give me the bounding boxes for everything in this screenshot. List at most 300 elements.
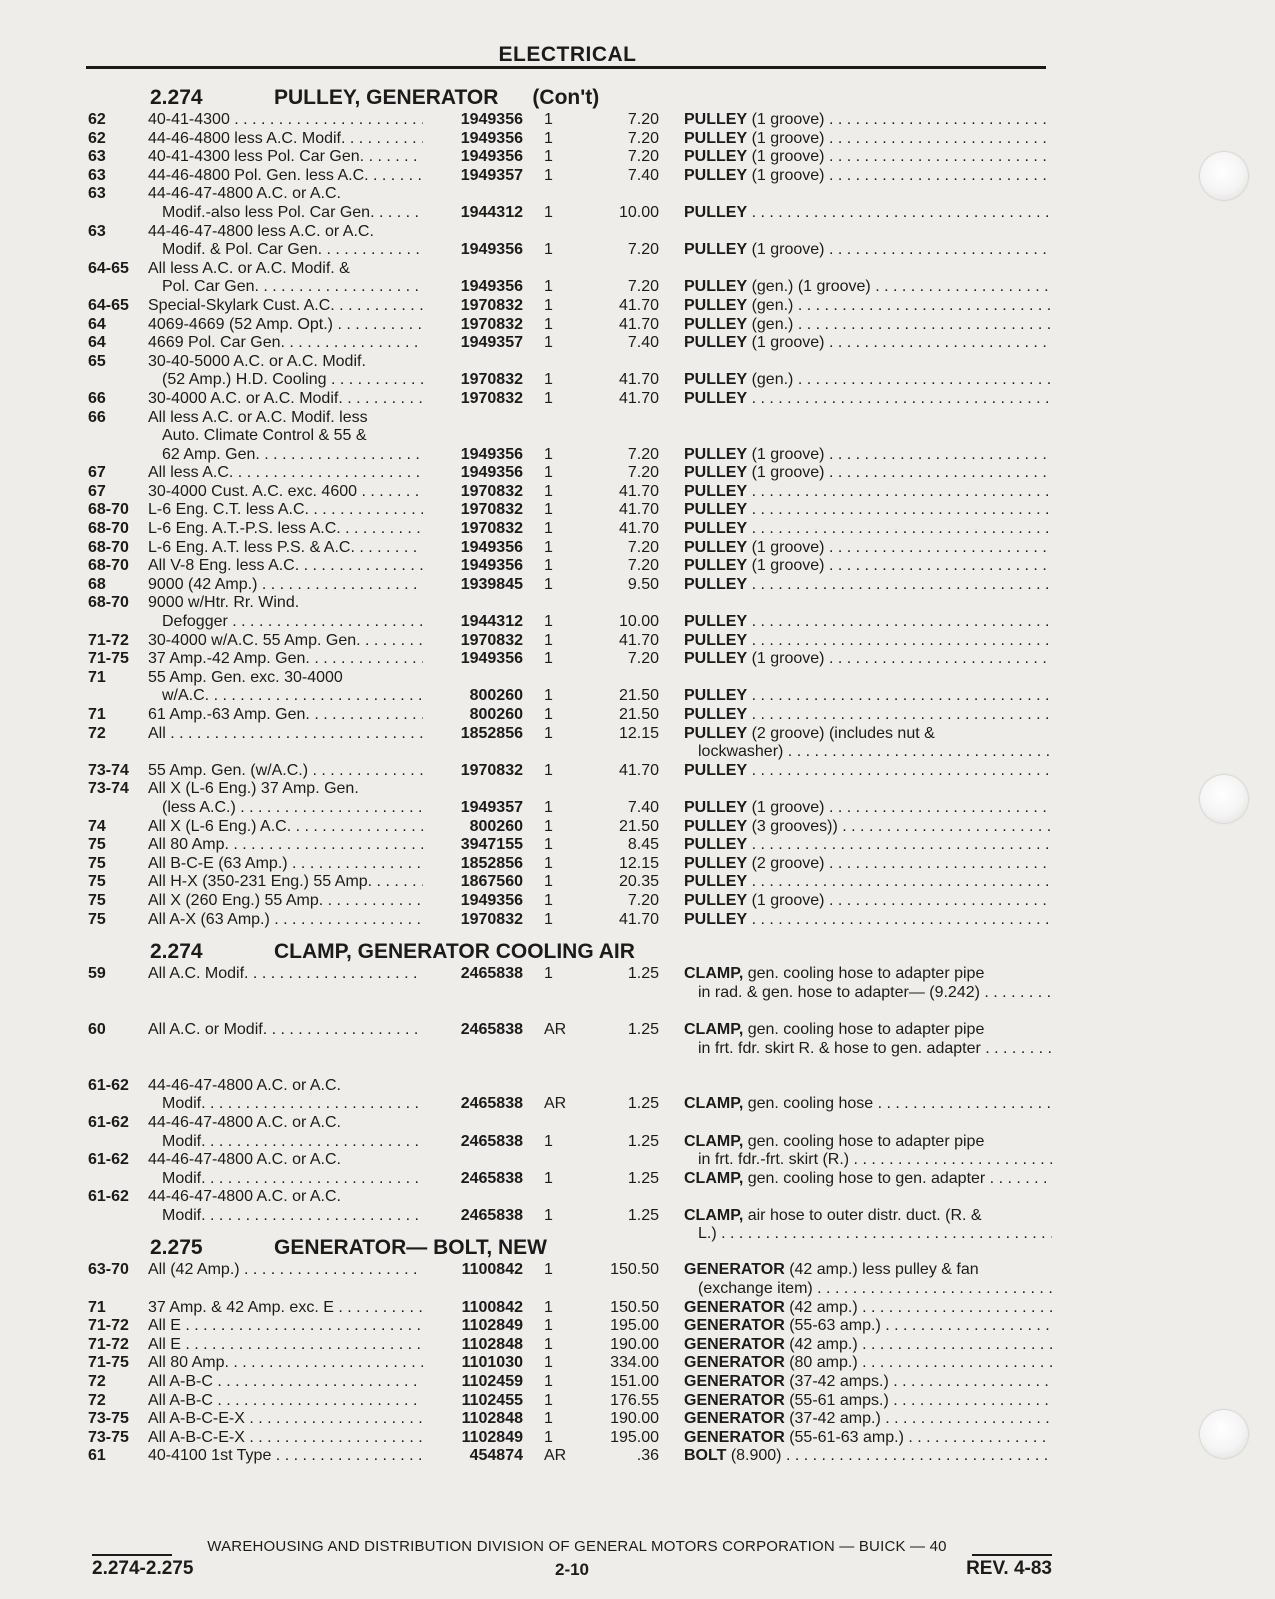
model-line-wrap: [148, 911, 423, 930]
model-line-wrap: [148, 650, 423, 669]
model-description: [148, 892, 423, 911]
model-line-wrap: [148, 185, 423, 204]
list-price: 7.20: [627, 129, 659, 147]
model-description: [148, 501, 423, 520]
description-text: (1 groove): [751, 129, 825, 147]
model-year: 72: [88, 724, 106, 742]
model-line-wrap: [148, 148, 423, 167]
part-description: [684, 148, 1052, 167]
model-description: [148, 911, 423, 930]
description-line: [684, 1317, 1052, 1336]
list-price: 10.00: [618, 203, 659, 221]
part-number: 1949356: [460, 538, 523, 556]
model-year: 68-70: [88, 538, 129, 556]
model-line: All A.C. Modif. . . .: [148, 965, 423, 984]
parts-row: [0, 111, 1275, 130]
quantity: 1: [544, 724, 553, 742]
part-number: 1949356: [460, 148, 523, 166]
model-line: L-6 Eng. A.T.-P.S. less A.C. . . .: [148, 520, 423, 539]
part-name: CLAMP,: [684, 1206, 744, 1224]
model-line-wrap: [148, 464, 423, 483]
description-text: (1 groove): [751, 464, 825, 482]
model-line: Modif. . . .: [148, 1207, 423, 1226]
footer-page-number: 2-10: [554, 1560, 590, 1579]
quantity: 1: [544, 1169, 553, 1187]
model-line: w/A.C. . . .: [148, 687, 423, 706]
description-line: [684, 501, 1052, 520]
part-description: [684, 130, 1052, 149]
section-number: 2.274: [150, 940, 203, 964]
part-number: 800260: [469, 817, 523, 835]
parts-row: [0, 1447, 1275, 1466]
part-description: [684, 613, 1052, 632]
part-number: 2465838: [460, 965, 523, 983]
part-description: [684, 1021, 1052, 1058]
header-rule: [86, 66, 1046, 69]
footer-rule-left: [92, 1554, 172, 1556]
part-number: 1852856: [460, 724, 523, 742]
parts-row: [0, 594, 1275, 631]
part-number: 2465838: [460, 1132, 523, 1150]
model-line: All . . .: [148, 725, 423, 744]
model-line: All X (L-6 Eng.) A.C. . . .: [148, 818, 423, 837]
part-description: [684, 297, 1052, 316]
description-text: (8.900): [730, 1447, 782, 1465]
part-name: PULLEY: [684, 817, 748, 835]
list-price: 41.70: [618, 761, 659, 779]
description-line: [684, 483, 1052, 502]
part-description: [684, 706, 1052, 725]
part-description: [684, 334, 1052, 353]
part-number: 1970832: [460, 910, 523, 928]
model-line: Modif. . . .: [148, 1095, 423, 1114]
parts-row: [0, 223, 1275, 260]
list-price: .36: [636, 1447, 659, 1465]
model-description: [148, 167, 423, 186]
model-line-wrap: [148, 1114, 423, 1133]
model-line: (52 Amp.) H.D. Cooling . . .: [148, 371, 423, 390]
model-line-wrap: [148, 1077, 423, 1096]
part-description: [684, 1429, 1052, 1448]
quantity: 1: [544, 631, 553, 649]
list-price: 41.70: [618, 389, 659, 407]
part-name: PULLEY: [684, 296, 748, 314]
quantity: 1: [544, 1298, 553, 1316]
list-price: 9.50: [627, 575, 659, 593]
model-description: [148, 1021, 423, 1040]
description-line: [684, 911, 1052, 930]
parts-row: [0, 1373, 1275, 1392]
part-number: 1949356: [460, 445, 523, 463]
model-line: 61 Amp.-63 Amp. Gen. . . .: [148, 706, 423, 725]
quantity: 1: [544, 538, 553, 556]
model-description: [148, 1188, 423, 1225]
list-price: 12.15: [618, 724, 659, 742]
model-line-wrap: [148, 1133, 423, 1152]
description-text: (55-61 amps.): [789, 1391, 889, 1409]
description-line: [684, 743, 1052, 762]
part-number: 1102848: [461, 1335, 523, 1353]
model-line-wrap: [148, 965, 423, 984]
model-line-wrap: [148, 1447, 423, 1466]
part-number: 3947155: [460, 836, 523, 854]
part-number: 1949356: [460, 557, 523, 575]
part-description: [684, 1373, 1052, 1392]
footer-division-line: [92, 1538, 1052, 1558]
model-line: 30-4000 Cust. A.C. exc. 4600 . . .: [148, 483, 423, 502]
model-description: [148, 594, 423, 631]
quantity: 1: [544, 761, 553, 779]
description-line: [684, 167, 1052, 186]
part-description: [684, 873, 1052, 892]
model-line: 9000 w/Htr. Rr. Wind.: [148, 594, 300, 612]
description-line: [684, 464, 1052, 483]
part-description: [684, 316, 1052, 335]
quantity: 1: [544, 557, 553, 575]
model-line: 4069-4669 (52 Amp. Opt.) . . .: [148, 316, 423, 335]
list-price: 20.35: [618, 873, 659, 891]
description-text: (55-61-63 amp.): [789, 1428, 904, 1446]
part-number: 1944312: [460, 203, 523, 221]
part-number: 800260: [469, 687, 523, 705]
description-line: [684, 148, 1052, 167]
model-line: All E . . .: [148, 1336, 423, 1355]
parts-row: [0, 1113, 1275, 1169]
part-number: 1949356: [460, 129, 523, 147]
part-number: 1939845: [460, 575, 523, 593]
part-description: [684, 965, 1052, 1002]
model-description: [148, 836, 423, 855]
model-line: All A-X (63 Amp.) . . .: [148, 911, 423, 930]
description-text: (1 groove): [751, 650, 825, 668]
description-line: [684, 965, 1052, 984]
footer-division-text: WAREHOUSING AND DISTRIBUTION DIVISION OF GENERAL MOTORS CORPORATION — BUICK — 40: [207, 1538, 947, 1555]
description-line: [684, 297, 1052, 316]
quantity: 1: [544, 1206, 553, 1224]
part-name: PULLEY: [684, 445, 748, 463]
description-text: (42 amp.): [789, 1298, 858, 1316]
model-line: Modif. . . .: [148, 1170, 423, 1189]
list-price: 1.25: [627, 965, 659, 983]
description-line: [684, 241, 1052, 260]
part-name: PULLEY: [684, 464, 748, 482]
model-year: 66: [88, 408, 106, 426]
model-year: 61-62: [88, 1113, 129, 1131]
parts-row: [0, 911, 1275, 930]
model-line: Modif. . . .: [148, 1133, 423, 1152]
description-text: (1 groove): [751, 241, 825, 259]
description-line: [684, 446, 1052, 465]
parts-row: [0, 1392, 1275, 1411]
model-year: 63: [88, 185, 106, 203]
part-name: PULLEY: [684, 241, 748, 259]
list-price: 334.00: [610, 1354, 659, 1372]
description-text: (37-42 amps.): [789, 1373, 889, 1391]
part-number: 1970832: [460, 631, 523, 649]
description-line: [684, 984, 1052, 1003]
part-description: [684, 1170, 1052, 1189]
model-line-wrap: [148, 371, 423, 390]
description-text: gen. cooling hose to adapter pipe: [747, 1132, 985, 1150]
model-year: 63: [88, 222, 106, 240]
part-description: [684, 650, 1052, 669]
part-number: 1100842: [461, 1298, 523, 1316]
list-price: 1.25: [627, 1095, 659, 1113]
part-name: PULLEY: [684, 724, 748, 742]
quantity: 1: [544, 482, 553, 500]
parts-row: [0, 185, 1275, 222]
quantity: 1: [544, 1391, 553, 1409]
model-line-wrap: [148, 1021, 423, 1040]
model-year: 68-70: [88, 520, 129, 538]
parts-row: [0, 167, 1275, 186]
model-year: 71-75: [88, 1354, 129, 1372]
description-line: [684, 557, 1052, 576]
part-name: GENERATOR: [684, 1410, 785, 1428]
quantity: 1: [544, 1354, 553, 1372]
parts-row: [0, 1354, 1275, 1373]
parts-row: [0, 1021, 1275, 1077]
part-description: [684, 836, 1052, 855]
part-name: PULLEY: [684, 910, 748, 928]
description-text: lockwasher): [698, 743, 784, 761]
part-number: 1949356: [460, 111, 523, 128]
quantity: 1: [544, 464, 553, 482]
model-year: 65: [88, 352, 106, 370]
model-year: 71-72: [88, 1317, 129, 1335]
model-year: 72: [88, 1373, 106, 1391]
part-number: 1102455: [461, 1391, 523, 1409]
part-number: 1949356: [460, 464, 523, 482]
parts-row: [0, 501, 1275, 520]
list-price: 41.70: [618, 501, 659, 519]
model-line-wrap: [148, 1354, 423, 1373]
model-line-wrap: [148, 520, 423, 539]
model-description: [148, 632, 423, 651]
model-line-wrap: [148, 1336, 423, 1355]
model-year: 75: [88, 873, 106, 891]
description-line: [684, 873, 1052, 892]
part-name: PULLEY: [684, 836, 748, 854]
model-line-wrap: [148, 613, 423, 632]
parts-listing: [0, 84, 1275, 1466]
model-line: 44-46-47-4800 A.C. or A.C.: [148, 1113, 341, 1131]
part-number: 1949356: [460, 241, 523, 259]
part-name: CLAMP,: [684, 1132, 744, 1150]
model-description: [148, 1354, 423, 1373]
model-description: [148, 1299, 423, 1318]
part-name: PULLEY: [684, 538, 748, 556]
part-number: 1970832: [460, 482, 523, 500]
part-description: [684, 501, 1052, 520]
quantity: 1: [544, 1132, 553, 1150]
model-line-wrap: [148, 297, 423, 316]
model-line: 30-4000 w/A.C. 55 Amp. Gen. . . .: [148, 632, 423, 651]
description-line: [684, 1261, 1052, 1280]
parts-row: [0, 1317, 1275, 1336]
model-description: [148, 1447, 423, 1466]
list-price: 1.25: [627, 1206, 659, 1224]
model-year: 73-74: [88, 780, 129, 798]
model-description: [148, 260, 423, 297]
parts-row: [0, 1077, 1275, 1114]
description-line: [684, 818, 1052, 837]
model-line-wrap: [148, 409, 423, 428]
model-year: 68: [88, 575, 106, 593]
part-description: [684, 1354, 1052, 1373]
description-text: (37-42 amp.): [789, 1410, 881, 1428]
part-description: [684, 241, 1052, 260]
model-description: [148, 669, 423, 706]
model-description: [148, 1114, 423, 1151]
description-line: [684, 204, 1052, 223]
part-name: GENERATOR: [684, 1335, 785, 1353]
part-name: PULLEY: [684, 706, 748, 724]
description-text: in frt. fdr.-frt. skirt (R.): [698, 1151, 850, 1169]
model-line-wrap: [148, 446, 423, 465]
list-price: 7.20: [627, 464, 659, 482]
part-description: [684, 892, 1052, 911]
list-price: 41.70: [618, 520, 659, 538]
part-description: [684, 446, 1052, 465]
parts-row: [0, 1188, 1275, 1243]
description-text: (gen.): [751, 315, 794, 333]
model-year: 74: [88, 817, 106, 835]
model-line-wrap: [148, 576, 423, 595]
model-line-wrap: [148, 278, 423, 297]
part-name: GENERATOR: [684, 1373, 785, 1391]
model-line: Auto. Climate Control & 55 &: [162, 427, 367, 445]
model-year: 71-72: [88, 631, 129, 649]
model-line-wrap: [148, 762, 423, 781]
quantity: 1: [544, 798, 553, 816]
quantity: 1: [544, 296, 553, 314]
section-title: GENERATOR— BOLT, NEW: [274, 1236, 547, 1260]
description-line: [684, 725, 1052, 744]
model-year: 61-62: [88, 1151, 129, 1169]
description-text: (42 amp.) less pulley & fan: [789, 1261, 979, 1279]
part-description: [684, 539, 1052, 558]
model-line-wrap: [148, 725, 423, 744]
model-line: 44-46-47-4800 A.C. or A.C.: [148, 1076, 341, 1094]
parts-row: [0, 539, 1275, 558]
description-text: air hose to outer distr. duct. (R. &: [747, 1206, 982, 1224]
model-description: [148, 1151, 423, 1188]
parts-row: [0, 130, 1275, 149]
description-line: [684, 1354, 1052, 1373]
footer-rule-right: [972, 1554, 1052, 1556]
model-line: All V-8 Eng. less A.C. . . .: [148, 557, 423, 576]
part-number: 1970832: [460, 315, 523, 333]
part-description: [684, 464, 1052, 483]
section-number: 2.274: [150, 86, 203, 109]
description-line: [684, 371, 1052, 390]
model-line-wrap: [148, 204, 423, 223]
list-price: 190.00: [610, 1335, 659, 1353]
model-line-wrap: [148, 1410, 423, 1429]
part-number: 1970832: [460, 296, 523, 314]
model-line-wrap: [148, 632, 423, 651]
parts-row: [0, 892, 1275, 911]
model-description: [148, 1410, 423, 1429]
quantity: 1: [544, 687, 553, 705]
description-text: in frt. fdr. skirt R. & hose to gen. adapter .: [698, 1039, 990, 1057]
part-description: [684, 632, 1052, 651]
list-price: 21.50: [618, 687, 659, 705]
model-year: 71-75: [88, 650, 129, 668]
model-year: 64-65: [88, 259, 129, 277]
model-line-wrap: [148, 167, 423, 186]
description-text: L.): [698, 1225, 717, 1243]
quantity: 1: [544, 1335, 553, 1353]
model-year: 67: [88, 464, 106, 482]
description-line: [684, 1447, 1052, 1466]
model-year: 68-70: [88, 501, 129, 519]
part-description: [684, 483, 1052, 502]
part-number: 2465838: [460, 1206, 523, 1224]
model-description: [148, 390, 423, 409]
model-line: 55 Amp. Gen. exc. 30-4000: [148, 668, 343, 686]
list-price: 195.00: [610, 1317, 659, 1335]
description-line: [684, 892, 1052, 911]
model-line-wrap: [148, 836, 423, 855]
part-number: 1949356: [460, 891, 523, 909]
part-name: CLAMP,: [684, 1095, 744, 1113]
model-description: [148, 557, 423, 576]
model-description: [148, 148, 423, 167]
list-price: 1.25: [627, 1169, 659, 1187]
list-price: 7.20: [627, 241, 659, 259]
part-number: 1949357: [460, 798, 523, 816]
model-description: [148, 725, 423, 744]
model-description: [148, 185, 423, 222]
model-line-wrap: [148, 594, 423, 613]
part-name: PULLEY: [684, 148, 748, 166]
part-description: [684, 111, 1052, 130]
list-price: 176.55: [610, 1391, 659, 1409]
description-line: [684, 706, 1052, 725]
model-line-wrap: [148, 1188, 423, 1207]
model-year: 64: [88, 315, 106, 333]
parts-row: [0, 1261, 1275, 1298]
part-name: PULLEY: [684, 203, 748, 221]
model-year: 73-74: [88, 761, 129, 779]
part-description: [684, 1447, 1052, 1466]
model-line: 37 Amp.-42 Amp. Gen. . . .: [148, 650, 423, 669]
model-line: All less A.C. . . .: [148, 464, 423, 483]
model-line: 30-40-5000 A.C. or A.C. Modif.: [148, 352, 366, 370]
model-description: [148, 762, 423, 781]
quantity: 1: [544, 389, 553, 407]
list-price: 7.40: [627, 798, 659, 816]
part-number: 1970832: [460, 371, 523, 389]
model-line: 9000 (42 Amp.) . . .: [148, 576, 423, 595]
model-line: All X (L-6 Eng.) 37 Amp. Gen.: [148, 780, 359, 798]
description-line: [684, 278, 1052, 297]
part-name: PULLEY: [684, 482, 748, 500]
description-text: (gen.): [751, 296, 794, 314]
model-description: [148, 965, 423, 984]
part-name: PULLEY: [684, 631, 748, 649]
description-text: (1 groove): [751, 334, 825, 352]
model-description: [148, 576, 423, 595]
parts-row: [0, 1299, 1275, 1318]
part-name: PULLEY: [684, 501, 748, 519]
list-price: 7.20: [627, 557, 659, 575]
list-price: 190.00: [610, 1410, 659, 1428]
section-heading: [0, 84, 1275, 111]
model-year: 73-75: [88, 1410, 129, 1428]
